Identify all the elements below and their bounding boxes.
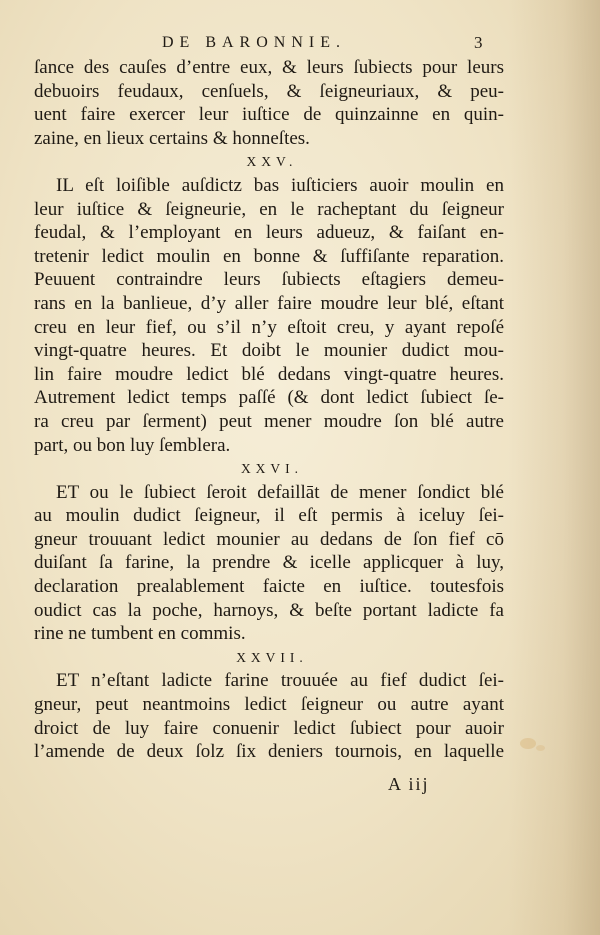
foxing-stain	[536, 745, 545, 751]
page-number: 3	[474, 33, 483, 52]
text-line: vingt-quatre heures. Et doibt le mounier dudict mou-	[34, 340, 504, 362]
article-first-line: ET n’eſtant ladicte farine trouuée au fief dudict ſei-	[56, 670, 504, 692]
text-line: feudal, & l’employant en leurs adueuz, & faiſant en-	[34, 222, 504, 244]
text-line: Autrement ledict temps paſſé (& dont ledict ſubiect ſe-	[34, 387, 504, 409]
text-line: leur iuſtice & ſeigneurie, en le racheptant du ſeigneur	[34, 198, 504, 220]
text-line: debuoirs feudaux, cenſuels, & ſeigneuriaux, & peu-	[34, 80, 504, 102]
text-line: tretenir ledict moulin en bonne & ſuffiſante reparation.	[34, 245, 504, 267]
text-line: uent faire exercer leur iuſtice de quinzainne en quin-	[34, 104, 504, 126]
text-line: duiſant ſa farine, la prendre & icelle applicquer à luy,	[34, 552, 504, 574]
article-first-line: ET ou le ſubiect ſeroit defaillāt de mener ſondict blé	[56, 481, 504, 503]
text-line: ſance des cauſes d’entre eux, & leurs ſubiects pour leurs	[34, 57, 504, 78]
text-line: Peuuent contraindre leurs ſubiects eſtagiers demeu-	[34, 269, 504, 291]
text-line: lin faire moudre ledict blé dedans vingt-quatre heures.	[34, 363, 504, 385]
text-line: gneur trouuant ledict mounier au dedans de ſon fief cō	[34, 528, 504, 550]
text-line: au moulin dudict ſeigneur, il eſt permis à iceluy ſei-	[34, 505, 504, 527]
text-line: oudict cas la poche, harnoys, & beſte portant ladicte fa	[34, 599, 504, 621]
article-number: XXVII.	[236, 649, 308, 665]
running-head-title: DE BARONNIE.	[162, 34, 346, 51]
article-first-line: IL eſt loiſible auſdictz bas iuſticiers auoir moulin en	[56, 174, 504, 196]
paragraph-last-line: rine ne tumbent en commis.	[34, 623, 246, 645]
paragraph-last-line: part, ou bon luy ſemblera.	[34, 434, 231, 456]
article-number: XXVI.	[240, 461, 304, 477]
text-line: creu en leur fief, ou s’il n’y eſtoit creu, y ayant repoſé	[34, 316, 504, 338]
text-line: ra creu par ſerment) peut mener moudre ſon blé autre	[34, 410, 504, 432]
foxing-stain	[520, 738, 536, 749]
paragraph-last-line: zaine, en lieux certains & honneſtes.	[34, 127, 310, 149]
text-line: rans en la banlieue, d’y aller faire moudre leur blé, eſtant	[34, 292, 504, 314]
signature-mark: A iij	[388, 774, 430, 794]
body-text	[34, 56, 504, 764]
text-line: declaration prealablement faicte en iuſtice. toutesfois	[34, 576, 504, 598]
article-number: XXV.	[246, 154, 298, 170]
text-line: gneur, peut neantmoins ledict ſeigneur ou autre ayant	[34, 694, 504, 716]
text-line: l’amende de deux ſolz ſix deniers tournois, en laquelle	[34, 741, 504, 763]
page-edge-shading	[508, 0, 600, 935]
text-line: droict de luy faire conuenir ledict ſubiect pour auoir	[34, 717, 504, 739]
running-head	[150, 34, 510, 54]
